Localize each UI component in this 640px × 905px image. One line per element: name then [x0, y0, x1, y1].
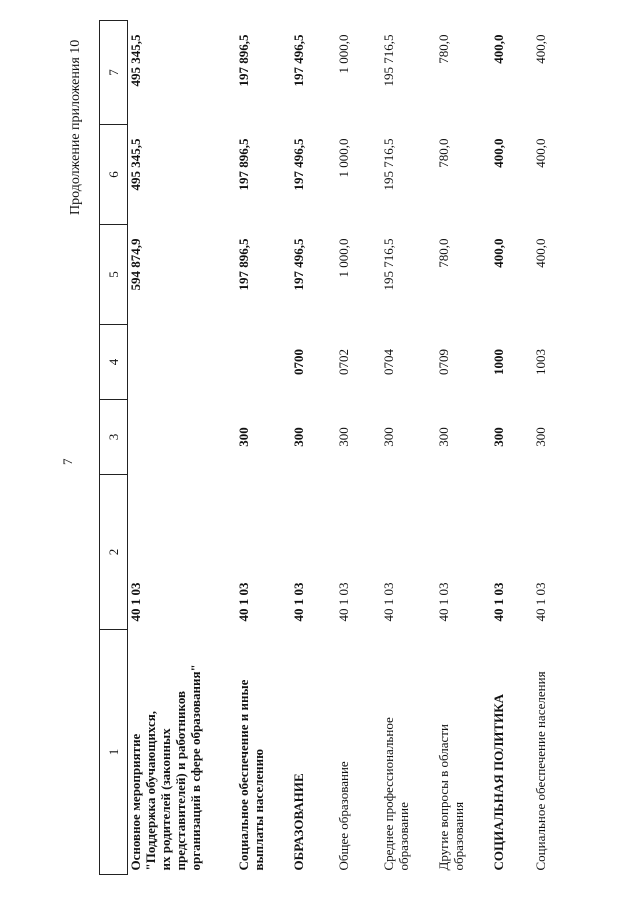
page-number: 7 [60, 458, 75, 465]
row-expense-type: 300 [236, 427, 251, 447]
row-amount-col6: 197 896,5 [236, 138, 251, 191]
row-expense-type: 300 [291, 427, 306, 447]
row-amount-col5: 197 496,5 [291, 238, 306, 291]
table-row [336, 21, 381, 875]
row-amount-col7: 400,0 [533, 34, 548, 64]
row-name-line: Другие вопросы в области [436, 724, 451, 871]
row-name-line: их родителей (законных [158, 728, 173, 871]
header-cell-2: 2 [100, 475, 128, 630]
header-cell-5: 5 [100, 225, 128, 325]
row-expense-type [128, 400, 237, 475]
row-target-code: 40 1 03 [336, 582, 351, 622]
table-row [491, 21, 533, 875]
row-section-code: 0700 [291, 349, 306, 375]
row-amount-col5: 780,0 [436, 238, 451, 268]
row-amount-col6: 495 345,5 [128, 138, 143, 191]
table-row [533, 21, 573, 875]
row-target-code: 40 1 03 [381, 582, 396, 622]
row-amount-col7: 780,0 [436, 34, 451, 64]
table-row [236, 21, 291, 875]
row-section-code: 1000 [491, 349, 506, 375]
row-name-line: Социальное обеспечение и иные [236, 679, 251, 871]
row-name-line: Среднее профессиональное [381, 717, 396, 871]
row-name-line: образование [396, 802, 411, 871]
row-section-code: 1003 [533, 349, 548, 375]
row-expense-type: 300 [533, 427, 548, 447]
row-amount-col6: 400,0 [491, 138, 506, 168]
row-section-code: 0702 [336, 349, 351, 375]
row-name-line: образования [451, 801, 466, 871]
row-name-line: СОЦИАЛЬНАЯ ПОЛИТИКА [491, 693, 506, 871]
row-section-code [128, 325, 237, 400]
row-amount-col5: 197 896,5 [236, 238, 251, 291]
row-amount-col7: 197 496,5 [291, 34, 306, 87]
table-row [436, 21, 491, 875]
row-target-code: 40 1 03 [533, 582, 548, 622]
header-cell-6: 6 [100, 125, 128, 225]
table-row [128, 21, 237, 875]
row-name-line: Социальное обеспечение населения [533, 671, 548, 871]
row-name-line: ОБРАЗОВАНИЕ [291, 773, 306, 871]
row-target-code: 40 1 03 [128, 582, 143, 622]
row-amount-col5: 400,0 [491, 238, 506, 268]
row-amount-col6: 1 000,0 [336, 138, 351, 178]
row-amount-col7: 495 345,5 [128, 34, 143, 87]
row-name-line: выплаты населению [251, 748, 266, 871]
table-row [291, 21, 336, 875]
row-name [436, 630, 491, 875]
row-amount-col6: 197 496,5 [291, 138, 306, 191]
row-expense-type: 300 [491, 427, 506, 447]
header-cell-4: 4 [100, 325, 128, 400]
row-expense-type: 300 [336, 427, 351, 447]
row-name [336, 630, 381, 875]
row-amount-col6: 400,0 [533, 138, 548, 168]
row-amount-col5: 400,0 [533, 238, 548, 268]
row-amount-col6: 780,0 [436, 138, 451, 168]
row-amount-col6: 195 716,5 [381, 138, 396, 191]
row-name-line: Общее образование [336, 761, 351, 871]
row-name-line: представителей) и работников [173, 690, 188, 871]
budget-table [99, 20, 573, 875]
row-section-code: 0709 [436, 349, 451, 375]
row-amount-col7: 1 000,0 [336, 34, 351, 74]
header-row [100, 21, 128, 875]
row-amount-col5: 594 874,9 [128, 238, 143, 291]
row-name [533, 630, 573, 875]
row-amount-col5: 1 000,0 [336, 238, 351, 278]
row-amount-col5: 195 716,5 [381, 238, 396, 291]
table-row [381, 21, 436, 875]
row-expense-type: 300 [436, 427, 451, 447]
row-name-line: "Поддержка обучающихся, [143, 711, 158, 871]
header-cell-7: 7 [100, 21, 128, 125]
row-name-line: организаций в сфере образования" [188, 664, 203, 871]
row-name [491, 630, 533, 875]
header-cell-3: 3 [100, 400, 128, 475]
row-section-code [236, 325, 291, 400]
header-cell-1: 1 [100, 630, 128, 875]
row-target-code: 40 1 03 [236, 582, 251, 622]
row-name-line: Основное мероприятие [128, 733, 143, 871]
row-target-code: 40 1 03 [491, 582, 506, 622]
row-target-code: 40 1 03 [436, 582, 451, 622]
continuation-label: Продолжение приложения 10 [68, 39, 83, 215]
row-amount-col7: 195 716,5 [381, 34, 396, 87]
row-expense-type: 300 [381, 427, 396, 447]
row-target-code: 40 1 03 [291, 582, 306, 622]
row-name [291, 630, 336, 875]
row-name [128, 630, 237, 875]
row-amount-col7: 400,0 [491, 34, 506, 64]
row-amount-col7: 197 896,5 [236, 34, 251, 87]
row-section-code: 0704 [381, 349, 396, 375]
row-name [381, 630, 436, 875]
row-name [236, 630, 291, 875]
